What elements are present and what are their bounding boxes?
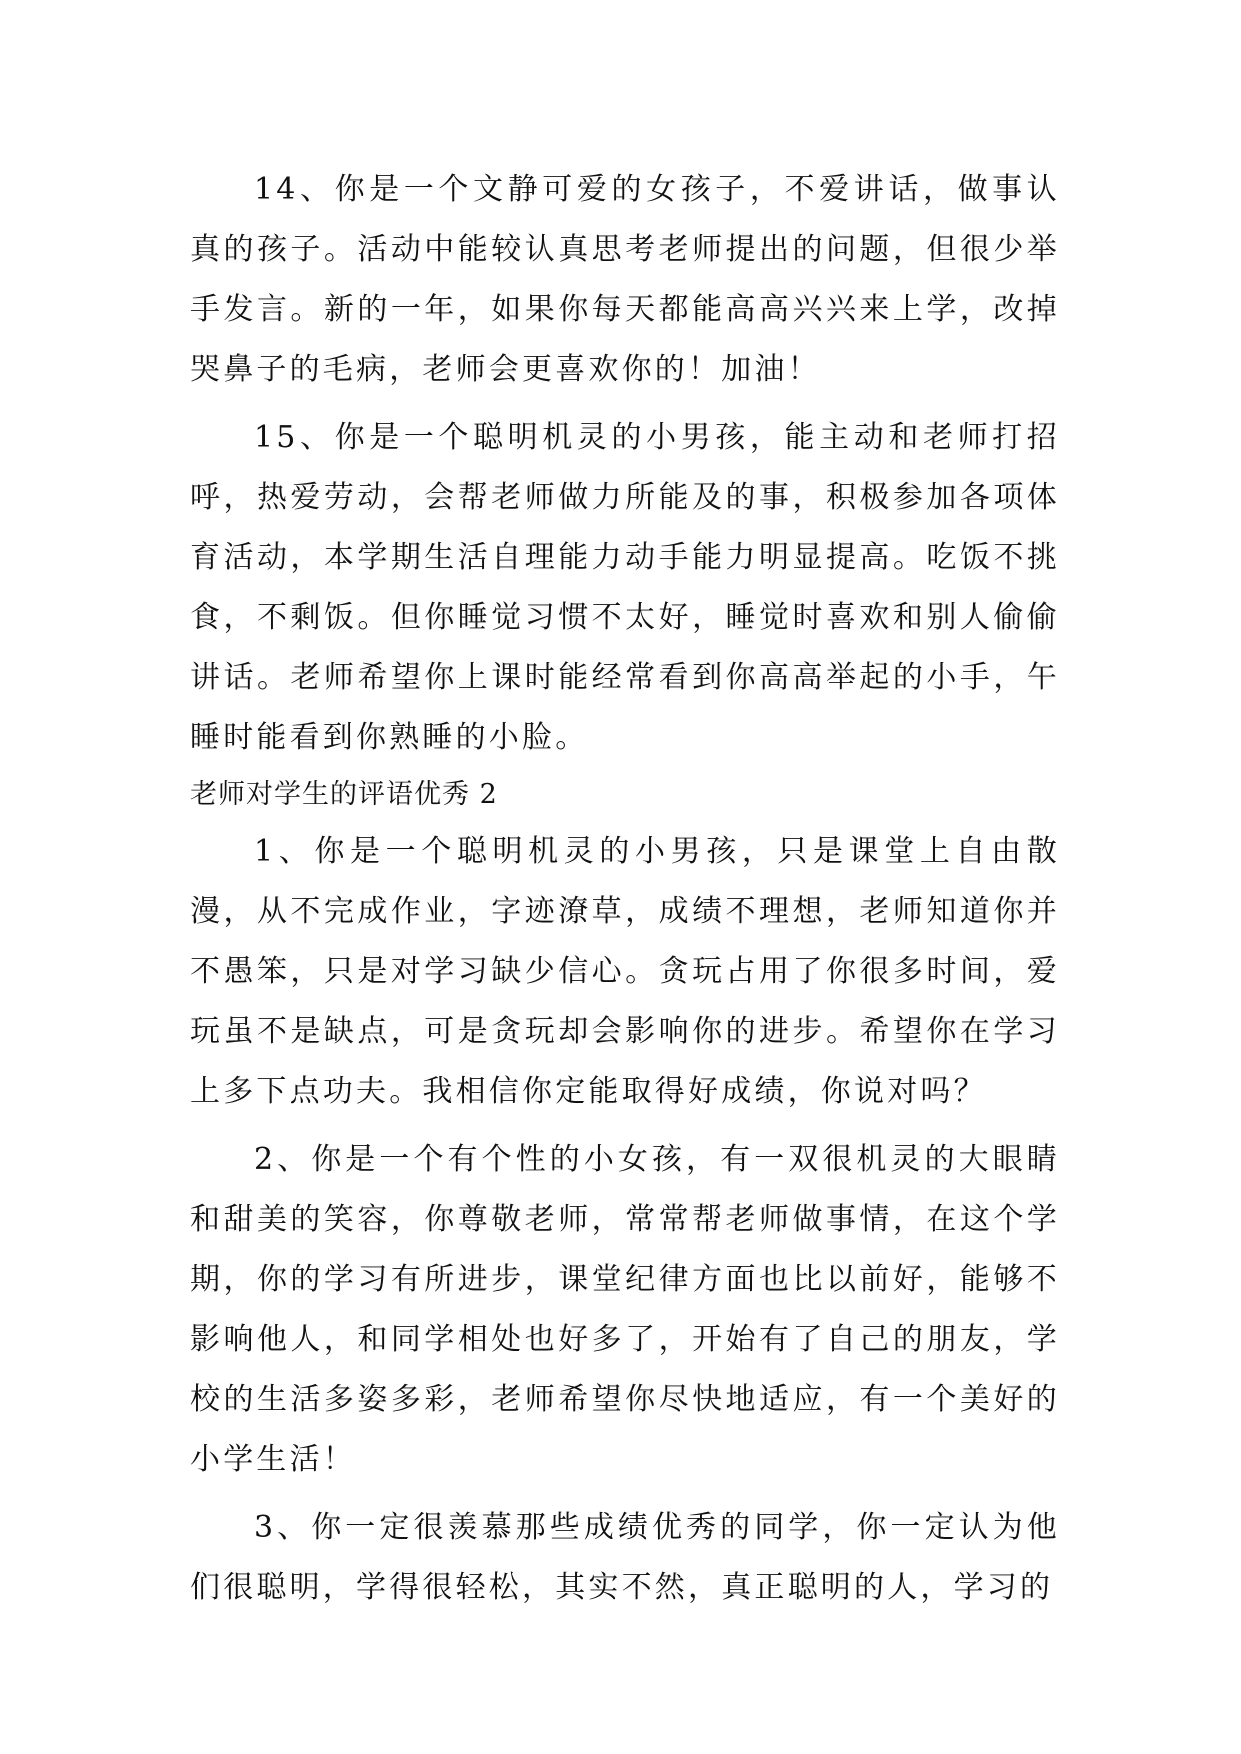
comment-paragraph-2: 2、你是一个有个性的小女孩，有一双很机灵的大眼睛和甜美的笑容，你尊敬老师，常常帮老师做事情，在这个学期，你的学习有所进步，课堂纪律方面也比以前好，能够不影响他人，和同学相处也好多了，开始有了自己的朋友，学校的生活多姿多彩，老师希望你尽快地适应，有一个美好的小学生活！ [190,1142,1060,1477]
section-heading: 老师对学生的评语优秀 2 [190,779,498,810]
comment-paragraph-3: 3、你一定很羡慕那些成绩优秀的同学，你一定认为他们很聪明，学得很轻松，其实不然，真正聪明的人，学习的 [190,1510,1060,1605]
document-body [190,160,1060,1618]
comment-paragraph-15: 15、你是一个聪明机灵的小男孩，能主动和老师打招呼，热爱劳动，会帮老师做力所能及的事，积极参加各项体育活动，本学期生活自理能力动手能力明显提高。吃饭不挑食，不剩饭。但你睡觉习惯不太好，睡觉时喜欢和别人偷偷讲话。老师希望你上课时能经常看到你高高举起的小手，午睡时能看到你熟睡的小脸。 [190,420,1060,755]
comment-paragraph-1: 1、你是一个聪明机灵的小男孩，只是课堂上自由散漫，从不完成作业，字迹潦草，成绩不理想，老师知道你并不愚笨，只是对学习缺少信心。贪玩占用了你很多时间，爱玩虽不是缺点，可是贪玩却会影响你的进步。希望你在学习上多下点功夫。我相信你定能取得好成绩，你说对吗？ [190,834,1060,1109]
comment-paragraph-14: 14、你是一个文静可爱的女孩子，不爱讲话，做事认真的孩子。活动中能较认真思考老师提出的问题，但很少举手发言。新的一年，如果你每天都能高高兴兴来上学，改掉哭鼻子的毛病，老师会更喜欢你的！加油！ [190,172,1060,387]
